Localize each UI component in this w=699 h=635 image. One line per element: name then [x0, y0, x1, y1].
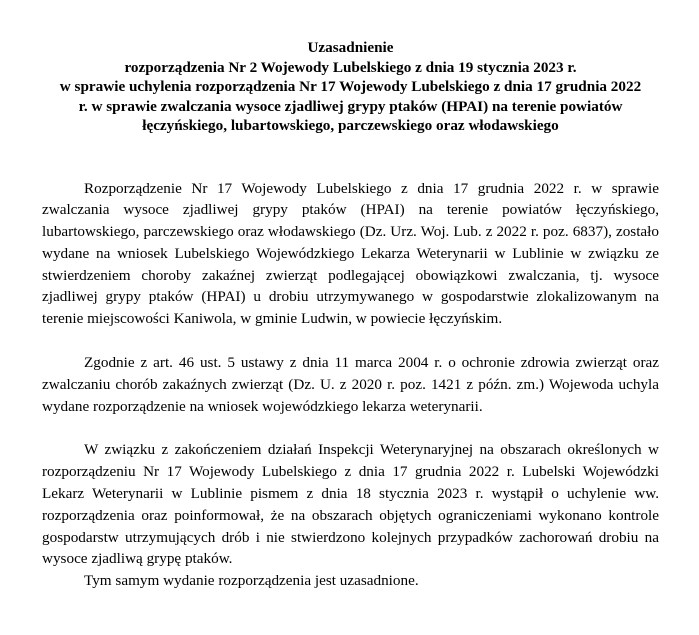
document-body	[42, 178, 659, 593]
heading-subject-line-3: łęczyńskiego, lubartowskiego, parczewskiego oraz włodawskiego	[142, 117, 559, 134]
paragraph-4: Tym samym wydanie rozporządzenia jest uzasadnione.	[84, 572, 419, 590]
paragraph-2: Zgodnie z art. 46 ust. 5 ustawy z dnia 11 marca 2004 r. o ochronie zdrowia zwierząt oraz zwalczaniu chorób zakaźnych zwierząt (Dz. U. z 2020 r. poz. 1421 z późn. zm.) Wojewoda uchyla wydane rozporządzenie na wniosek wojewódzkiego lekarza weterynarii.	[42, 354, 659, 415]
heading-subject-line-2: r. w sprawie zwalczania wysoce zjadliwej grypy ptaków (HPAI) na terenie powiatów	[78, 97, 623, 115]
document-heading	[42, 38, 659, 136]
paragraph-1: Rozporządzenie Nr 17 Wojewody Lubelskiego z dnia 17 grudnia 2022 r. w sprawie zwalczania wysoce zjadliwej grypy ptaków (HPAI) na terenie powiatów łęczyńskiego, lubartowskiego, parczewskiego oraz włodawskiego (Dz. Urz. Woj. Lub. z 2022 r. poz. 6837), zostało wydane na wniosek Lubelskiego Wojewódzkiego Lekarza Weterynarii w Lublinie w związku ze stwierdzeniem choroby zakaźnej zwierząt podlegającej obowiązkowi zwalczania, tj. wysoce zjadliwej grypy ptaków (HPAI) u drobiu utrzymywanego w gospodarstwie zlokalizowanym na terenie miejscowości Kaniwola, w gminie Ludwin, w powiecie łęczyńskim.	[42, 179, 659, 328]
heading-subject-line-1: w sprawie uchylenia rozporządzenia Nr 17 Wojewody Lubelskiego z dnia 17 grudnia 2022	[59, 78, 642, 95]
paragraph-3: W związku z zakończeniem działań Inspekcji Weterynaryjnej na obszarach określonych w rozporządzeniu Nr 17 Wojewody Lubelskiego z dnia 17 grudnia 2022 r. Lubelski Wojewódzki Lekarz Weterynarii w Lublinie pismem z dnia 18 stycznia 2023 r. wystąpił o uchylenie ww. rozporządzenia oraz poinformował, że na obszarach objętych ograniczeniami wykonano kontrole gospodarstw utrzymujących drób i nie stwierdzono kolejnych przypadków zachorowań drobiu na wysoce zjadliwą grypę ptaków.	[42, 441, 659, 568]
heading-regulation-line: rozporządzenia Nr 2 Wojewody Lubelskiego z dnia 19 stycznia 2023 r.	[124, 58, 577, 76]
heading-title: Uzasadnienie	[307, 39, 394, 56]
